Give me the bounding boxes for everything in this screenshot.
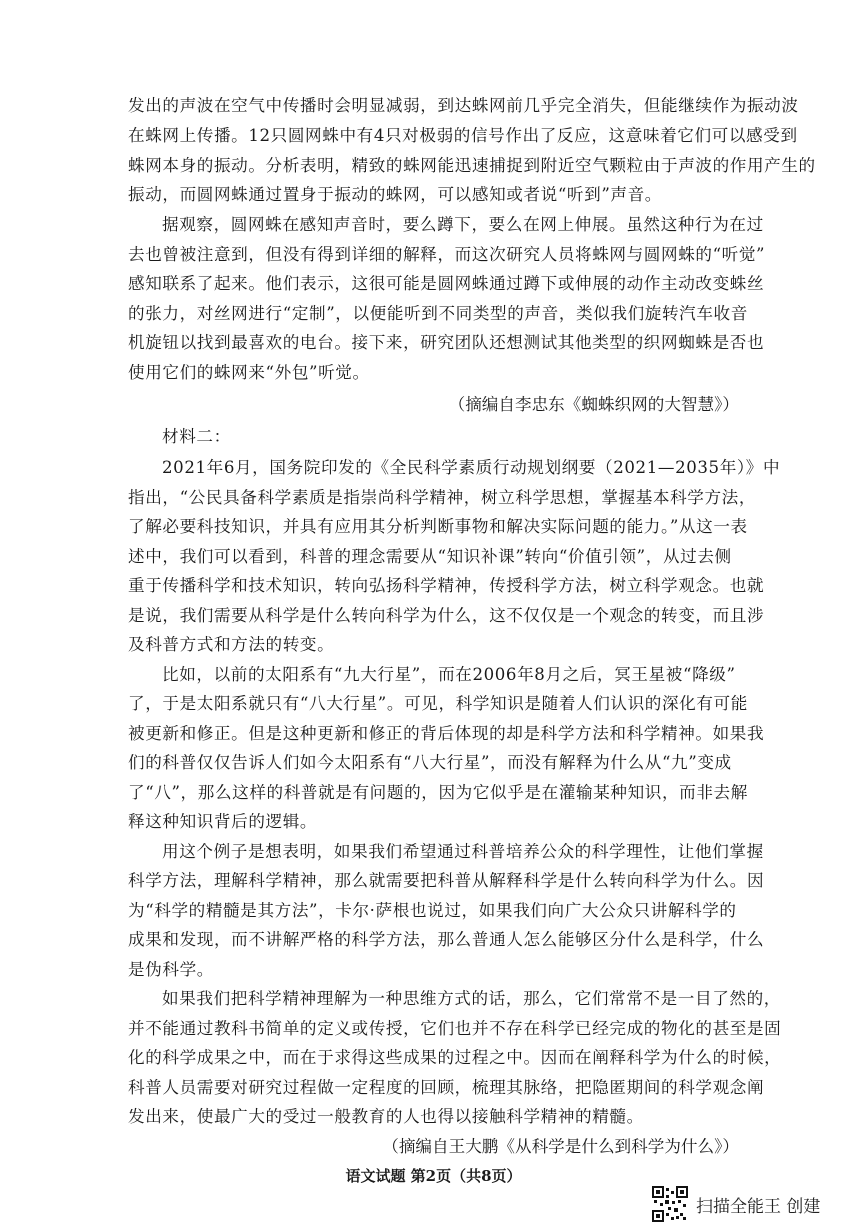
text-line: 发出的声波在空气中传播时会明显减弱，到达蛛网前几乎完全消失，但能继续作为振动波 — [128, 96, 799, 115]
text-line: 是伪科学。 — [128, 960, 214, 979]
text-line: 们的科普仅仅告诉人们如今太阳系有“八大行星”，而没有解释为什么从“九”变成 — [128, 753, 732, 772]
text-line: 了，于是太阳系就只有“八大行星”。可见，科学知识是随着人们认识的深化有可能 — [128, 694, 748, 713]
text-line: 述中，我们可以看到，科普的理念需要从“知识补课”转向“价值引领”，从过去侧 — [128, 547, 732, 566]
text-line: 使用它们的蛛网来“外包”听觉。 — [128, 363, 370, 382]
page-footer: 语文试题 第2页（共8页） — [345, 1167, 522, 1185]
text-line: 感知联系了起来。他们表示，这很可能是圆网蛛通过蹲下或伸展的动作主动改变蛛丝 — [128, 274, 765, 293]
material-label: 材料二： — [162, 427, 231, 446]
text-line: 科学方法，理解科学精神，那么就需要把科普从解释科学是什么转向科学为什么。因 — [128, 871, 765, 890]
text-line: 2021年6月，国务院印发的《全民科学素质行动规划纲要（2021—2035年）》中 — [162, 458, 781, 477]
text-line: 并不能通过教科书简单的定义或传授，它们也并不存在科学已经完成的物化的甚至是固 — [128, 1019, 782, 1038]
text-line: 在蛛网上传播。12只圆网蛛中有4只对极弱的信号作出了反应，这意味着它们可以感受到 — [128, 126, 798, 145]
text-line: 的张力，对丝网进行“定制”，以便能听到不同类型的声音，类似我们旋转汽车收音 — [128, 304, 748, 323]
text-line: 是说，我们需要从科学是什么转向科学为什么，这不仅仅是一个观念的转变，而且涉 — [128, 606, 765, 625]
text-line: 蛛网本身的振动。分析表明，精致的蛛网能迅速捕捉到附近空气颗粒由于声波的作用产生的 — [128, 156, 816, 175]
text-line: 据观察，圆网蛛在感知声音时，要么蹲下，要么在网上伸展。虽然这种行为在过 — [162, 215, 764, 234]
scanner-watermark — [652, 1185, 820, 1223]
text-line: 指出，“公民具备科学素质是指崇尚科学精神，树立科学思想，掌握基本科学方法， — [128, 488, 757, 507]
text-line: 机旋钮以找到最喜欢的电台。接下来，研究团队还想测试其他类型的织网蜘蛛是否也 — [128, 333, 765, 352]
source-citation: （摘编自王大鹏《从科学是什么到科学为什么》） — [382, 1137, 739, 1156]
watermark-text: 扫描全能王 创建 — [696, 1196, 821, 1217]
text-line: 为“科学的精髓是其方法”，卡尔·萨根也说过，如果我们向广大公众只讲解科学的 — [128, 901, 737, 920]
text-line: 如果我们把科学精神理解为一种思维方式的话，那么，它们常常不是一目了然的， — [162, 989, 781, 1008]
text-line: 释这种知识背后的逻辑。 — [128, 812, 318, 831]
text-line: 了“八”，那么这样的科普就是有问题的，因为它似乎是在灌输某种知识，而非去解 — [128, 783, 748, 802]
text-line: 发出来，使最广大的受过一般教育的人也得以接触科学精神的精髓。 — [128, 1107, 644, 1126]
source-citation: （摘编自李忠东《蜘蛛织网的大智慧》） — [448, 395, 739, 414]
text-line: 被更新和修正。但是这种更新和修正的背后体现的却是科学方法和科学精神。如果我 — [128, 724, 765, 743]
text-line: 用这个例子是想表明，如果我们希望通过科普培养公众的科学理性，让他们掌握 — [162, 842, 764, 861]
text-line: 振动，而圆网蛛通过置身于振动的蛛网，可以感知或者说“听到”声音。 — [128, 185, 662, 204]
text-line: 科普人员需要对研究过程做一定程度的回顾，梳理其脉络，把隐匿期间的科学观念阐 — [128, 1078, 765, 1097]
text-line: 成果和发现，而不讲解严格的科学方法，那么普通人怎么能够区分什么是科学，什么 — [128, 930, 765, 949]
text-line: 重于传播科学和技术知识，转向弘扬科学精神，传授科学方法，树立科学观念。也就 — [128, 576, 765, 595]
text-line: 及科普方式和方法的转变。 — [128, 635, 335, 654]
text-line: 去也曾被注意到，但没有得到详细的解释，而这次研究人员将蛛网与圆网蛛的“听觉” — [128, 245, 766, 264]
text-line: 化的科学成果之中，而在于求得这些成果的过程之中。因而在阐释科学为什么的时候， — [128, 1048, 782, 1067]
text-line: 了解必要科技知识，并具有应用其分析判断事物和解决实际问题的能力。”从这一表 — [128, 517, 748, 536]
text-line: 比如，以前的太阳系有“九大行星”，而在2006年8月之后，冥王星被“降级” — [162, 665, 736, 684]
qr-code-icon — [652, 1186, 688, 1222]
